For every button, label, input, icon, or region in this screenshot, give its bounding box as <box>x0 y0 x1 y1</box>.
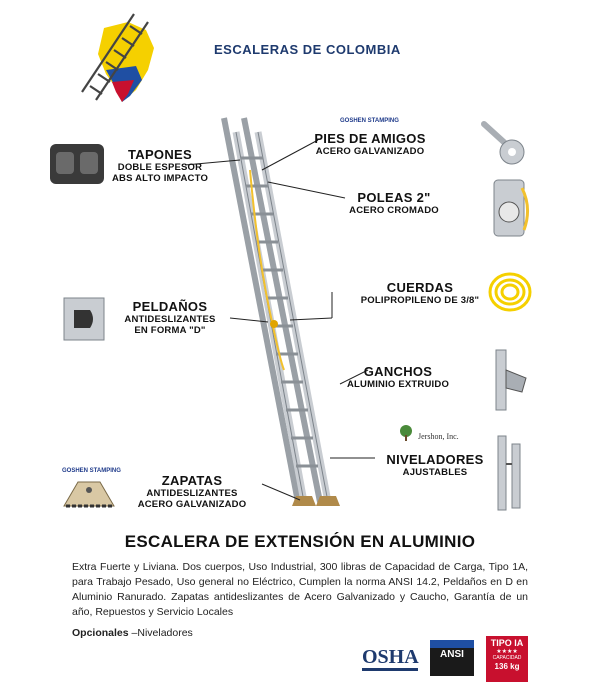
product-title: ESCALERA DE EXTENSIÓN EN ALUMINIO <box>124 532 476 551</box>
cuerdas-title: CUERDAS <box>386 280 454 295</box>
product-description: Extra Fuerte y Liviana. Dos cuerpos, Uso Industrial, 300 libras de Capacidad de Carga, Tipo 1A, para Trabajo Pesado, Uso general no Eléctrico, Cumplen la norma ANSI 14.2, Peldaños en D en Aluminio Ranurado. Zapatas antideslizantes de Acero Galvanizado y Caucho, Garantía de un año, Repuestos y Servicio Locales <box>72 561 528 618</box>
peldanos-sub1: ANTIDESLIZANTES <box>124 313 216 325</box>
label-peldanos <box>110 300 230 337</box>
tapones-sub2: ABS ALTO IMPACTO <box>111 172 209 184</box>
poleas-title: POLEAS 2" <box>357 190 431 205</box>
zapatas-sub2: ACERO GALVANIZADO <box>137 498 247 510</box>
tipo-kg: 136 kg <box>494 662 520 671</box>
tapones-sub1: DOBLE ESPESOR <box>117 161 203 173</box>
ansi-text: ANSI <box>440 649 464 660</box>
tapones-image <box>48 140 106 188</box>
label-tapones <box>108 148 212 185</box>
niveladores-title: NIVELADORES <box>386 452 484 467</box>
zapatas-sub1: ANTIDESLIZANTES <box>146 487 238 499</box>
optionals-line <box>72 627 193 639</box>
jershon-text: Jershon, Inc. <box>418 432 459 441</box>
label-pies-de-amigos <box>300 132 440 158</box>
niveladores-sub: AJUSTABLES <box>402 466 468 478</box>
optionals-label: Opcionales <box>72 627 129 639</box>
leveler-image <box>492 434 532 512</box>
hook-image <box>492 348 532 412</box>
pies-title: PIES DE AMIGOS <box>314 131 426 146</box>
zapatas-image <box>60 476 118 510</box>
peldanos-image <box>62 296 106 342</box>
label-zapatas <box>120 474 264 511</box>
ganchos-title: GANCHOS <box>363 364 433 379</box>
wrench-foot-image <box>478 118 528 170</box>
zapatas-title: ZAPATAS <box>161 473 223 488</box>
poleas-sub: ACERO CROMADO <box>349 204 439 216</box>
goshen-logo-top <box>340 118 399 124</box>
label-niveladores <box>376 453 494 479</box>
jershon-logo-tree <box>396 424 416 442</box>
goshen-text: GOSHEN STAMPING <box>340 118 399 124</box>
goshen-text-bottom: GOSHEN STAMPING <box>62 468 121 474</box>
tipo-badge: TIPO IA ★★★★ CAPACIDAD 136 kg <box>486 636 528 682</box>
label-poleas <box>336 191 452 217</box>
label-ganchos <box>336 365 460 391</box>
osha-badge <box>362 646 420 674</box>
ansi-badge <box>430 640 474 676</box>
ganchos-sub: ALUMINIO EXTRUIDO <box>346 378 450 390</box>
optionals-value: –Niveladores <box>128 627 193 639</box>
peldanos-title: PELDAÑOS <box>132 299 208 314</box>
peldanos-sub2: EN FORMA "D" <box>134 324 206 336</box>
brand-name: ESCALERAS DE COLOMBIA <box>214 42 401 57</box>
osha-text: OSHA <box>362 646 419 668</box>
tipo-cap: CAPACIDAD <box>492 655 522 661</box>
cuerdas-sub: POLIPROPILENO DE 3/8" <box>360 294 480 306</box>
pies-sub: ACERO GALVANIZADO <box>315 145 425 157</box>
goshen-logo-bottom <box>62 468 121 474</box>
rope-image <box>484 262 536 318</box>
tipo-text: TIPO IA <box>490 638 524 648</box>
tapones-title: TAPONES <box>128 147 192 162</box>
pulley-image <box>488 178 532 238</box>
label-cuerdas <box>336 281 504 307</box>
